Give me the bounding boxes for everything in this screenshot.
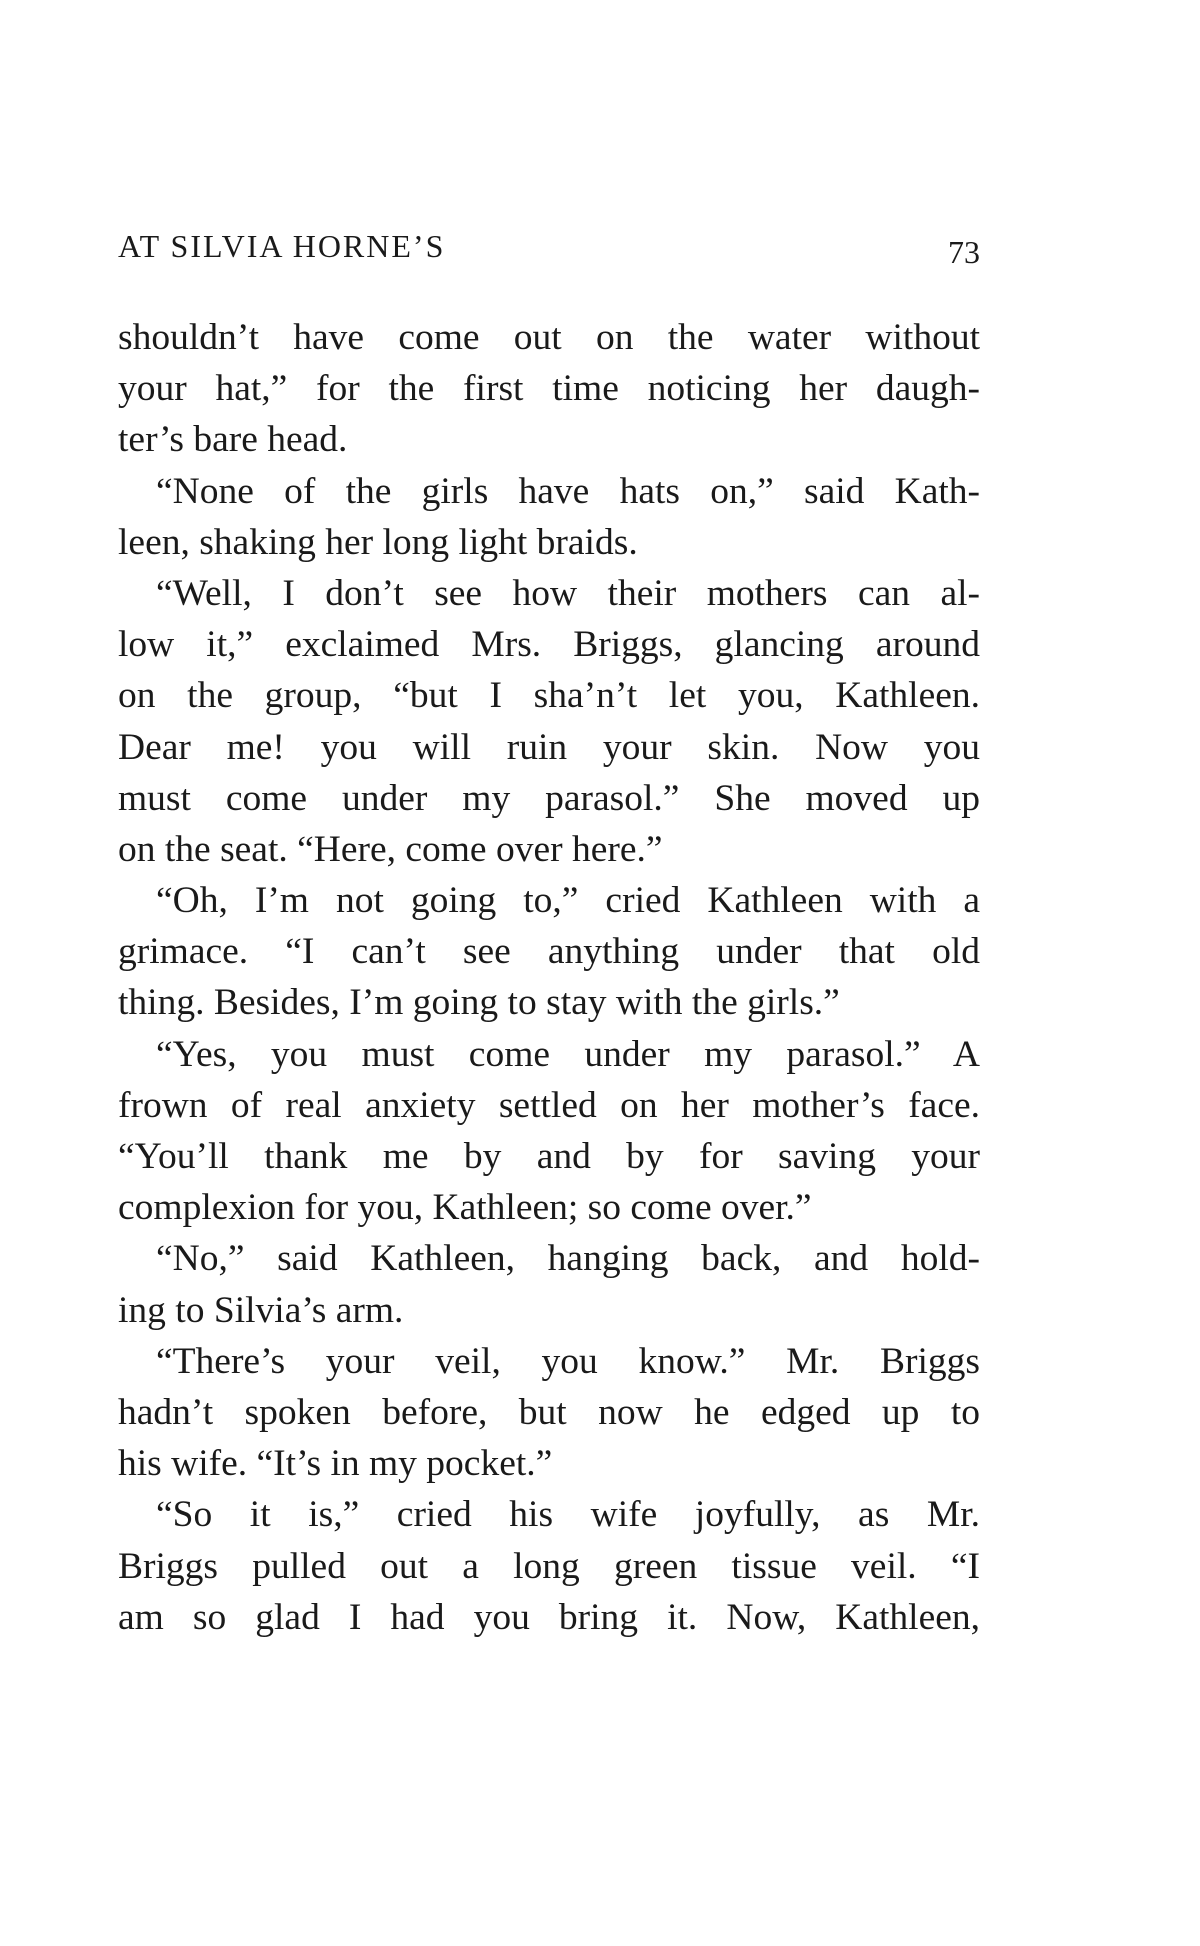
text-line: on the group, “but I sha’n’t let you, Kathleen. bbox=[118, 675, 980, 717]
page-number: 73 bbox=[948, 234, 980, 270]
text-line: “Oh, I’m not going to,” cried Kathleen with a bbox=[156, 880, 980, 922]
text-line: must come under my parasol.” She moved up bbox=[118, 777, 980, 819]
text-line: Dear me! you will ruin your skin. Now you bbox=[118, 726, 980, 768]
running-title: AT SILVIA HORNE’S bbox=[118, 228, 446, 264]
text-line: am so glad I had you bring it. Now, Kathleen, bbox=[118, 1596, 980, 1638]
text-line: “So it is,” cried his wife joyfully, as Mr. bbox=[156, 1494, 980, 1536]
text-line: his wife. “It’s in my pocket.” bbox=[118, 1443, 553, 1485]
running-head bbox=[118, 228, 980, 278]
text-line: low it,” exclaimed Mrs. Briggs, glancing around bbox=[118, 624, 980, 666]
text-line: hadn’t spoken before, but now he edged up to bbox=[118, 1391, 980, 1433]
text-line: on the seat. “Here, come over here.” bbox=[118, 828, 663, 870]
text-line: shouldn’t have come out on the water without bbox=[118, 317, 980, 358]
text-line: “There’s your veil, you know.” Mr. Briggs bbox=[156, 1340, 980, 1382]
text-line: “You’ll thank me by and by for saving your bbox=[118, 1136, 980, 1177]
text-line: your hat,” for the first time noticing her daugh- bbox=[118, 368, 980, 410]
text-line: grimace. “I can’t see anything under that old bbox=[118, 931, 980, 973]
text-line: leen, shaking her long light braids. bbox=[118, 521, 638, 563]
text-line: Briggs pulled out a long green tissue veil. “I bbox=[118, 1545, 980, 1587]
text-line: “Yes, you must come under my parasol.” A bbox=[156, 1033, 980, 1075]
text-line: complexion for you, Kathleen; so come over.” bbox=[118, 1187, 812, 1229]
text-line: ter’s bare head. bbox=[118, 419, 348, 461]
text-line: ing to Silvia’s arm. bbox=[118, 1289, 404, 1331]
text-line: “Well, I don’t see how their mothers can al- bbox=[156, 572, 980, 614]
text-line: thing. Besides, I’m going to stay with the girls.” bbox=[118, 982, 840, 1024]
text-line: “None of the girls have hats on,” said Kath- bbox=[156, 470, 980, 512]
text-line: frown of real anxiety settled on her mother’s face. bbox=[118, 1084, 980, 1126]
body-text bbox=[118, 312, 980, 1643]
text-line: “No,” said Kathleen, hanging back, and hold- bbox=[156, 1238, 980, 1280]
